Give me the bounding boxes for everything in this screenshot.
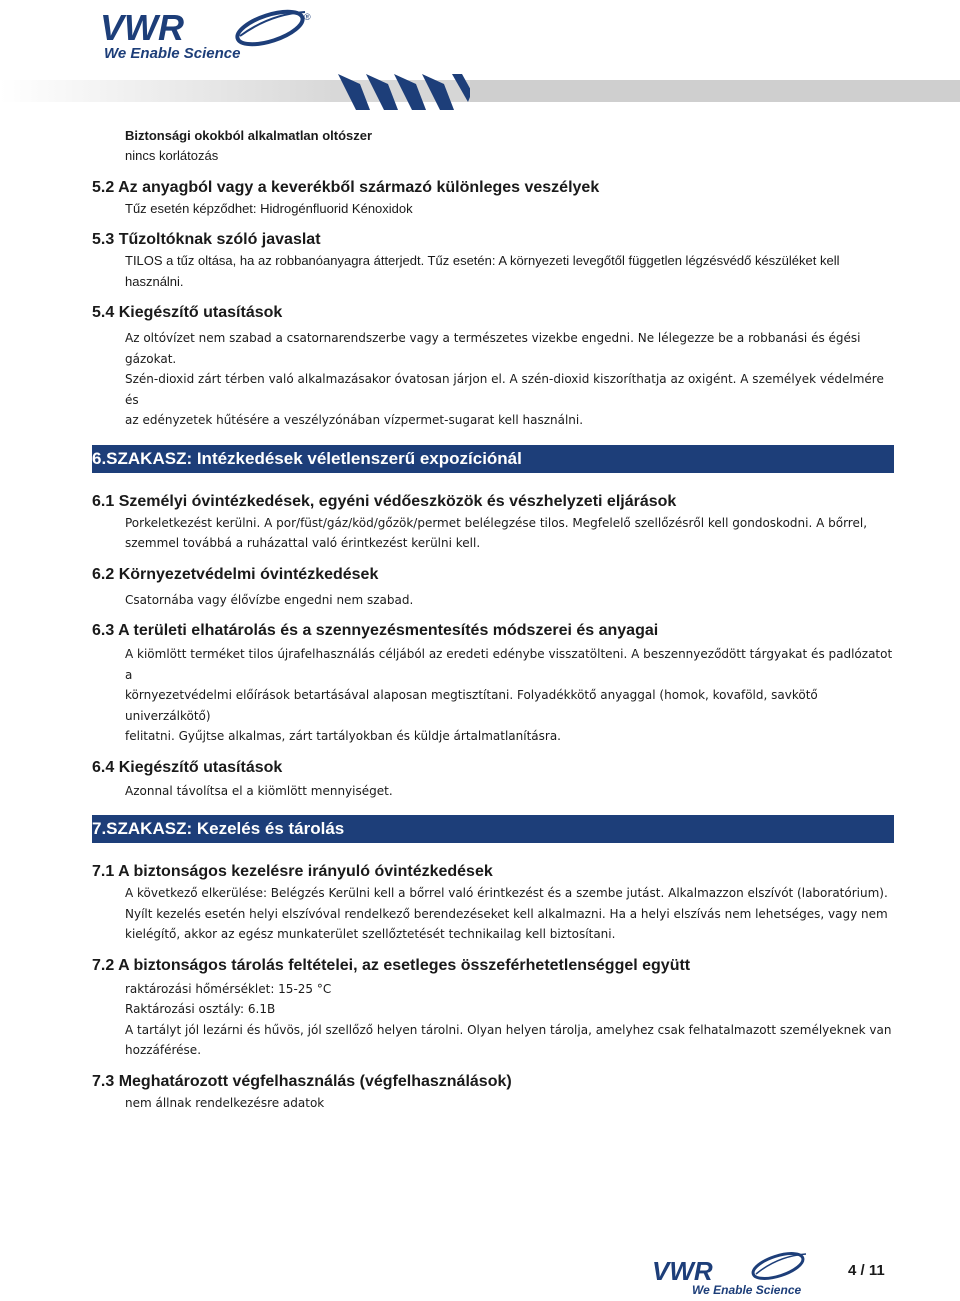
heading-7-2: 7.2 A biztonságos tárolás feltételei, az esetleges összeférhetetlenséggel együtt [92, 956, 691, 974]
vwr-logo [100, 6, 320, 64]
heading-6-3: 6.3 A területi elhatárolás és a szennyezésmentesítés módszerei és anyagai [92, 622, 659, 639]
text-7-1-line1: A következő elkerülése: Belégzés Kerülni kell a bőrrel való érintkezést és a szembe jutást. Alkalmazzon elszívót (laboratórium). [125, 886, 888, 900]
text-5-3-line1: TILOS a tűz oltása, ha az robbanóanyagra átterjedt. Tűz esetén: A környezeti levegőtől független légzésvédő készüléket kell [125, 253, 840, 268]
text-7-2-temp: raktározási hőmérséklet: 15-25 °C [125, 981, 332, 996]
heading-6-4: 6.4 Kiegészítő utasítások [92, 758, 283, 776]
text-6-4: Azonnal távolítsa el a kiömlött mennyiséget. [125, 783, 393, 798]
text-7-1-line3: kielégítő, akkor az egész munkaterület szellőztetését technikailag kell biztosítani. [125, 927, 616, 941]
heading-6-1: 6.1 Személyi óvintézkedések, egyéni védőeszközök és vészhelyzeti eljárások [92, 492, 677, 510]
heading-7-3: 7.3 Meghatározott végfelhasználás (végfelhasználások) [92, 1072, 512, 1090]
text-6-3-line1: A kiömlött terméket tilos újrafelhasználás céljából az eredeti edénybe visszatölteni. A beszennyeződött tárgyakat és padlózatot a [125, 647, 893, 682]
text-6-3-line3: felitatni. Gyűjtse alkalmas, zárt tartályokban és küldje ártalmatlanításra. [125, 729, 561, 743]
svg-text:We Enable Science: We Enable Science [104, 45, 241, 62]
text-5-4-line3: az edényzetek hűtésére a veszélyzónában vízpermet-sugarat kell használni. [125, 413, 584, 427]
unsuitable-media-label: Biztonsági okokból alkalmatlan oltószer [125, 128, 373, 143]
svg-text:We Enable Science: We Enable Science [692, 1283, 802, 1296]
text-5-2: Tűz esetén képződhet: Hidrogénfluorid Kénoxidok [125, 200, 413, 216]
text-7-2-line1: A tartályt jól lezárni és hűvös, jól szellőző helyen tárolni. Olyan helyen tárolja, amelyhez csak felhatalmazott személyeknek van [125, 1022, 892, 1037]
heading-6-2: 6.2 Környezetvédelmi óvintézkedések [92, 565, 379, 583]
text-6-3-line2: környezetvédelmi előírások betartásával alaposan megtisztítani. Folyadékkötő anyaggal (homok, kovaföld, savkötő univerzálkötő) [125, 688, 818, 723]
vwr-footer-logo [652, 1248, 814, 1296]
page-header [0, 0, 960, 112]
heading-7-1: 7.1 A biztonságos kezelésre irányuló óvintézkedések [92, 863, 493, 880]
svg-text:®: ® [304, 12, 311, 22]
heading-5-4: 5.4 Kiegészítő utasítások [92, 304, 283, 321]
svg-text:VWR: VWR [652, 1256, 713, 1286]
sds-content [92, 126, 894, 1113]
text-6-1-line1: Porkeletkezést kerülni. A por/füst/gáz/köd/gőzök/permet belélegzése tilos. Megfelelő szellőzésről kell gondoskodni. A bőrrel, [125, 515, 868, 530]
text-6-2: Csatornába vagy élővízbe engedni nem szabad. [125, 592, 414, 607]
text-7-1-line2: Nyílt kezelés esetén helyi elszívóval rendelkező berendezéseket kell alkalmazni. Ha a helyi elszívás nem lehetséges, vagy nem [125, 906, 888, 921]
svg-text:VWR: VWR [100, 7, 184, 48]
text-5-3-line2: használni. [125, 273, 184, 289]
text-7-2-class: Raktározási osztály: 6.1B [125, 1002, 276, 1016]
text-5-4-line1: Az oltóvízet nem szabad a csatornarendszerbe vagy a természetes vizekbe engedni. Ne lélegezze be a robbanási és égési gázokat. [125, 331, 861, 366]
heading-5-2: 5.2 Az anyagból vagy a keverékből származó különleges veszélyek [92, 178, 600, 196]
page-number: 4 / 11 [848, 1262, 885, 1279]
text-7-3: nem állnak rendelkezésre adatok [125, 1095, 325, 1110]
text-5-4-line2: Szén-dioxid zárt térben való alkalmazásakor óvatosan járjon el. A szén-dioxid kiszoríthatja az oxigént. A személyek védelmére és [125, 372, 884, 407]
text-6-1-line2: szemmel továbbá a ruházattal való érintkezést kerülni kell. [125, 536, 481, 550]
text-7-2-line2: hozzáférése. [125, 1043, 202, 1057]
header-band [0, 72, 960, 112]
heading-5-3: 5.3 Tűzoltóknak szóló javaslat [92, 231, 321, 248]
unsuitable-media-value: nincs korlátozás [125, 148, 219, 163]
section-7-title: 7.SZAKASZ: Kezelés és tárolás [92, 815, 894, 843]
section-6-title: 6.SZAKASZ: Intézkedések véletlenszerű expozíciónál [92, 445, 894, 473]
